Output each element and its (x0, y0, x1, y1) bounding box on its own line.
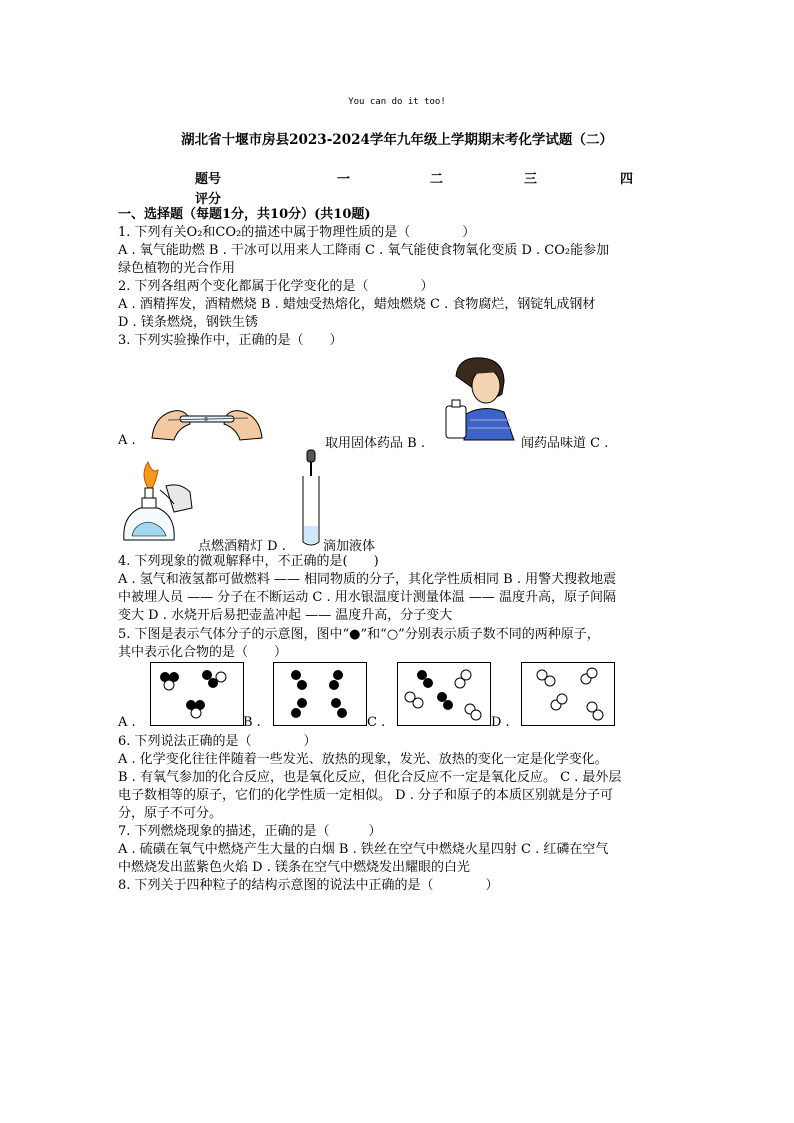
question-options: A . 化学变化往往伴随着一些发光、放热的现象，发光、放热的变化一定是化学变化。 (118, 752, 608, 767)
question-options: 绿色植物的光合作用 (118, 261, 236, 276)
child-smelling-illustration (444, 354, 520, 440)
option-caption: 取用固体药品 B . (325, 436, 425, 451)
option-caption: 点燃酒精灯 D . (198, 539, 286, 554)
option-label: A . (118, 715, 136, 730)
question-stem: 5. 下图是表示气体分子的示意图，图中“●”和“○”分别表示质子数不同的两种原子， (118, 627, 600, 642)
option-label: B . (243, 715, 261, 730)
score-table-header: 一 (337, 172, 351, 187)
molecule-diagram-d (522, 663, 614, 725)
molecule-diagram-b (274, 663, 366, 725)
option-label: A . (118, 433, 136, 448)
question-options: 中燃烧发出蓝紫色火焰 D . 镁条在空气中燃烧发出耀眼的白光 (118, 860, 470, 875)
question-options: A . 酒精挥发，酒精燃烧 B . 蜡烛受热熔化，蜡烛燃烧 C . 食物腐烂，钢锭轧成钢材 (118, 297, 596, 312)
score-table-header: 题号 (195, 172, 222, 187)
question-stem: 2. 下列各组两个变化都属于化学变化的是（ ） (118, 279, 434, 294)
molecule-box-c (397, 662, 491, 726)
alcohol-lamp-illustration (118, 460, 198, 546)
question-stem: 1. 下列有关O₂和CO₂的描述中属于物理性质的是（ ） (118, 225, 476, 240)
section-title: 一、选择题（每题1分，共10分）(共10题) (118, 207, 371, 222)
question-stem: 8. 下列关于四种粒子的结构示意图的说法中正确的是（ ） (118, 878, 499, 893)
dropper-test-tube-illustration (298, 450, 324, 548)
option-label: C . (367, 715, 386, 730)
score-table-header: 三 (524, 172, 538, 187)
question-options: 分，原子不可分。 (118, 806, 223, 821)
question-stem: 3. 下列实验操作中，正确的是（ ） (118, 333, 343, 348)
question-options: B . 有氧气参加的化合反应，也是氧化反应，但化合反应不一定是氧化反应。 C . 最外层 (118, 770, 622, 785)
question-options: 电子数相等的原子，它们的化学性质一定相似。 D . 分子和原子的本质区别就是分子可 (118, 788, 613, 803)
option-label: D . (491, 715, 510, 730)
question-options: 中被埋人员 —— 分子在不断运动 C . 用水银温度计测量体温 —— 温度升高，原子间隔 (118, 590, 617, 605)
question-stem: 4. 下列现象的微观解释中，不正确的是( ) (118, 554, 379, 569)
molecule-diagram-a (151, 663, 243, 725)
question-options: A . 氧气能助燃 B . 干冰可以用来人工降雨 C . 氧气能使食物氧化变质 D . CO₂能参加 (118, 243, 610, 258)
question-options: A . 硫磺在氧气中燃烧产生大量的白烟 B . 铁丝在空气中燃烧火星四射 C . 红磷在空气 (118, 842, 609, 857)
score-table-row-label: 评分 (195, 192, 222, 207)
molecule-box-d (521, 662, 615, 726)
question-stem: 其中表示化合物的是（ ） (118, 645, 288, 660)
hands-test-tube-illustration (148, 398, 266, 444)
question-options: D . 镁条燃烧，钢铁生锈 (118, 315, 258, 330)
molecule-box-b (273, 662, 367, 726)
question-options: A . 氢气和液氢都可做燃料 —— 相同物质的分子，其化学性质相同 B . 用警犬搜救地震 (118, 572, 617, 587)
option-caption: 滴加液体 (323, 539, 376, 554)
option-caption: 闻药品味道 C . (521, 436, 609, 451)
molecule-box-a (150, 662, 244, 726)
question-options: 变大 D . 水烧开后易把壶盖冲起 —— 温度升高，分子变大 (118, 608, 453, 623)
question-stem: 6. 下列说法正确的是（ ） (118, 734, 317, 749)
molecule-diagram-c (398, 663, 490, 725)
score-table-header: 二 (430, 172, 444, 187)
question-stem: 7. 下列燃烧现象的描述，正确的是（ ） (118, 824, 382, 839)
score-table-header: 四 (620, 172, 634, 187)
page-title: 湖北省十堰市房县2023-2024学年九年级上学期期末考化学试题（二） (181, 132, 613, 148)
header-motto: You can do it too! (348, 97, 446, 107)
